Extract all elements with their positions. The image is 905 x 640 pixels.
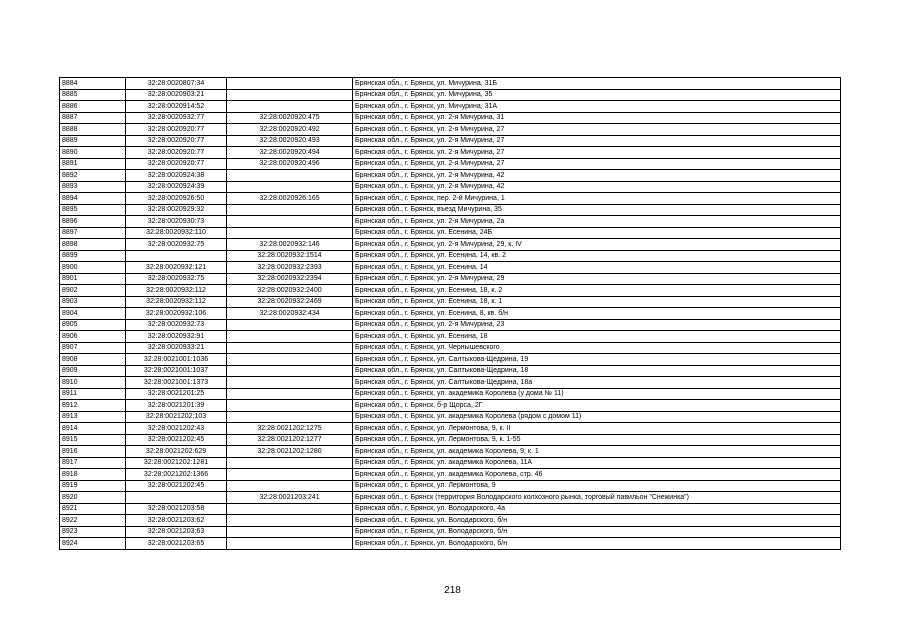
address-cell: Брянская обл., г. Брянск, ул. Володарского, б/н — [353, 515, 841, 527]
cadastral-number-cell: 32:28:0021001:1036 — [126, 354, 227, 366]
object-cadastral-number-cell: 32:28:0020920:493 — [227, 135, 353, 147]
cadastral-number-cell: 32:28:0021202:1366 — [126, 469, 227, 481]
row-number-cell: 8887 — [60, 112, 126, 124]
cadastral-number-cell: 32:28:0020903:21 — [126, 89, 227, 101]
table-row — [60, 377, 841, 389]
address-cell: Брянская обл., г. Брянск, ул. Есенина, 18, к. 2 — [353, 285, 841, 297]
row-number-cell: 8897 — [60, 227, 126, 239]
table-row — [60, 135, 841, 147]
object-cadastral-number-cell: 32:28:0020932:1514 — [227, 250, 353, 262]
row-number-cell: 8907 — [60, 342, 126, 354]
row-number-cell: 8895 — [60, 204, 126, 216]
cadastral-number-cell: 32:28:0020932:112 — [126, 285, 227, 297]
object-cadastral-number-cell: 32:28:0020932:434 — [227, 308, 353, 320]
row-number-cell: 8905 — [60, 319, 126, 331]
cadastral-number-cell: 32:28:0020932:75 — [126, 239, 227, 251]
object-cadastral-number-cell — [227, 331, 353, 343]
object-cadastral-number-cell — [227, 457, 353, 469]
cadastral-number-cell: 32:28:0021202:45 — [126, 434, 227, 446]
table-row — [60, 319, 841, 331]
table-row — [60, 411, 841, 423]
address-cell: Брянская обл., г. Брянск, ул. Есенина, 14, кв. 2 — [353, 250, 841, 262]
table-row — [60, 124, 841, 136]
row-number-cell: 8921 — [60, 503, 126, 515]
row-number-cell: 8916 — [60, 446, 126, 458]
cadastral-number-cell: 32:28:0021202:103 — [126, 411, 227, 423]
cadastral-number-cell: 32:28:0020920:77 — [126, 124, 227, 136]
object-cadastral-number-cell — [227, 538, 353, 550]
cadastral-number-cell: 32:28:0020933:21 — [126, 342, 227, 354]
object-cadastral-number-cell: 32:28:0020920:475 — [227, 112, 353, 124]
row-number-cell: 8896 — [60, 216, 126, 228]
address-cell: Брянская обл., г. Брянск, ул. 2-я Мичурина, 23 — [353, 319, 841, 331]
object-cadastral-number-cell: 32:28:0020932:2394 — [227, 273, 353, 285]
address-cell: Брянская обл., г. Брянск, ул. Есенина, 18 — [353, 331, 841, 343]
table-row — [60, 342, 841, 354]
cadastral-number-cell: 32:28:0020924:38 — [126, 170, 227, 182]
object-cadastral-number-cell: 32:28:0020920:492 — [227, 124, 353, 136]
row-number-cell: 8903 — [60, 296, 126, 308]
address-cell: Брянская обл., г. Брянск, ул. Салтыкова-Щедрина, 19 — [353, 354, 841, 366]
cadastral-number-cell: 32:28:0021202:1281 — [126, 457, 227, 469]
row-number-cell: 8892 — [60, 170, 126, 182]
row-number-cell: 8908 — [60, 354, 126, 366]
address-cell: Брянская обл., г. Брянск, ул. академика Королева, 9, к. 1 — [353, 446, 841, 458]
object-cadastral-number-cell — [227, 526, 353, 538]
row-number-cell: 8912 — [60, 400, 126, 412]
cadastral-number-cell: 32:28:0020914:52 — [126, 101, 227, 113]
row-number-cell: 8911 — [60, 388, 126, 400]
address-cell: Брянская обл., г. Брянск, ул. академика Королева, стр. 46 — [353, 469, 841, 481]
address-cell: Брянская обл., г. Брянск, ул. 2-я Мичурина, 27 — [353, 124, 841, 136]
table-row — [60, 480, 841, 492]
object-cadastral-number-cell: 32:28:0021202:1275 — [227, 423, 353, 435]
page-number: 218 — [444, 585, 461, 596]
table-row — [60, 526, 841, 538]
address-cell: Брянская обл., г. Брянск, ул. Володарского, б/н — [353, 526, 841, 538]
cadastral-number-cell: 32:28:0020932:106 — [126, 308, 227, 320]
cadastral-number-cell: 32:28:0020929:32 — [126, 204, 227, 216]
object-cadastral-number-cell: 32:28:0020932:2400 — [227, 285, 353, 297]
address-cell: Брянская обл., г. Брянск, ул. Володарского, 4а — [353, 503, 841, 515]
address-cell: Брянская обл., г. Брянск, ул. Мичурина, 31А — [353, 101, 841, 113]
row-number-cell: 8890 — [60, 147, 126, 159]
table-row — [60, 434, 841, 446]
object-cadastral-number-cell — [227, 354, 353, 366]
table-row — [60, 158, 841, 170]
row-number-cell: 8900 — [60, 262, 126, 274]
cadastral-number-cell: 32:28:0021001:1037 — [126, 365, 227, 377]
row-number-cell: 8904 — [60, 308, 126, 320]
table-row — [60, 170, 841, 182]
cadastral-number-cell: 32:28:0020926:50 — [126, 193, 227, 205]
object-cadastral-number-cell — [227, 365, 353, 377]
table-row — [60, 147, 841, 159]
row-number-cell: 8910 — [60, 377, 126, 389]
object-cadastral-number-cell — [227, 400, 353, 412]
object-cadastral-number-cell: 32:28:0020932:146 — [227, 239, 353, 251]
table-row — [60, 538, 841, 550]
address-cell: Брянская обл., г. Брянск, ул. 2-я Мичурина, 31 — [353, 112, 841, 124]
row-number-cell: 8894 — [60, 193, 126, 205]
cadastral-number-cell — [126, 492, 227, 504]
cadastral-number-cell: 32:28:0021201:25 — [126, 388, 227, 400]
cadastral-number-cell: 32:28:0020920:77 — [126, 147, 227, 159]
address-cell: Брянская обл., г. Брянск, ул. Чернышевского — [353, 342, 841, 354]
address-cell: Брянская обл., г. Брянск, ул. 2-я Мичурина, 27 — [353, 158, 841, 170]
row-number-cell: 8920 — [60, 492, 126, 504]
address-cell: Брянская обл., г. Брянск, въезд Мичурина, 35 — [353, 204, 841, 216]
address-cell: Брянская обл., г. Брянск, ул. Салтыкова-Щедрина, 18 — [353, 365, 841, 377]
table-row — [60, 365, 841, 377]
table-row — [60, 308, 841, 320]
address-cell: Брянская обл., г. Брянск, ул. 2-я Мичурина, 42 — [353, 181, 841, 193]
table-row — [60, 273, 841, 285]
object-cadastral-number-cell — [227, 216, 353, 228]
object-cadastral-number-cell — [227, 342, 353, 354]
table-row — [60, 193, 841, 205]
object-cadastral-number-cell: 32:28:0020920:494 — [227, 147, 353, 159]
object-cadastral-number-cell — [227, 503, 353, 515]
object-cadastral-number-cell — [227, 388, 353, 400]
table-row — [60, 112, 841, 124]
address-cell: Брянская обл., г. Брянск (территория Володарского колхозного рынка, торговый павильон "Снежинка") — [353, 492, 841, 504]
table-row — [60, 469, 841, 481]
address-cell: Брянская обл., г. Брянск, ул. 2-я Мичурина, 29, к. IV — [353, 239, 841, 251]
row-number-cell: 8891 — [60, 158, 126, 170]
row-number-cell: 8899 — [60, 250, 126, 262]
object-cadastral-number-cell: 32:28:0020920:496 — [227, 158, 353, 170]
address-cell: Брянская обл., г. Брянск, ул. академика Королева (рядом с домом 11) — [353, 411, 841, 423]
object-cadastral-number-cell — [227, 515, 353, 527]
object-cadastral-number-cell — [227, 181, 353, 193]
table-row — [60, 181, 841, 193]
address-cell: Брянская обл., г. Брянск, ул. 2-я Мичурина, 27 — [353, 147, 841, 159]
cadastral-number-cell: 32:28:0020932:121 — [126, 262, 227, 274]
address-cell: Брянская обл., г. Брянск, ул. Есенина, 24Б — [353, 227, 841, 239]
row-number-cell: 8888 — [60, 124, 126, 136]
address-cell: Брянская обл., г. Брянск, ул. академика Королева (у дома № 11) — [353, 388, 841, 400]
address-cell: Брянская обл., г. Брянск, ул. Володарского, б/н — [353, 538, 841, 550]
row-number-cell: 8906 — [60, 331, 126, 343]
cadastral-number-cell: 32:28:0020920:77 — [126, 158, 227, 170]
object-cadastral-number-cell — [227, 204, 353, 216]
object-cadastral-number-cell — [227, 411, 353, 423]
row-number-cell: 8915 — [60, 434, 126, 446]
object-cadastral-number-cell — [227, 319, 353, 331]
row-number-cell: 8893 — [60, 181, 126, 193]
cadastral-number-cell: 32:28:0021201:39 — [126, 400, 227, 412]
cadastral-number-cell: 32:28:0020932:77 — [126, 112, 227, 124]
row-number-cell: 8909 — [60, 365, 126, 377]
table-row — [60, 227, 841, 239]
address-cell: Брянская обл., г. Брянск, ул. 2-я Мичурина, 27 — [353, 135, 841, 147]
object-cadastral-number-cell — [227, 89, 353, 101]
table-row — [60, 296, 841, 308]
row-number-cell: 8889 — [60, 135, 126, 147]
table-row — [60, 101, 841, 113]
object-cadastral-number-cell — [227, 469, 353, 481]
object-cadastral-number-cell — [227, 377, 353, 389]
object-cadastral-number-cell — [227, 227, 353, 239]
cadastral-number-cell: 32:28:0020807:34 — [126, 78, 227, 90]
table-row — [60, 515, 841, 527]
cadastral-number-cell: 32:28:0020920:77 — [126, 135, 227, 147]
address-cell: Брянская обл., г. Брянск, ул. Мичурина, 35 — [353, 89, 841, 101]
address-cell: Брянская обл., г. Брянск, ул. Мичурина, 31Б — [353, 78, 841, 90]
cadastral-number-cell: 32:28:0021001:1373 — [126, 377, 227, 389]
object-cadastral-number-cell — [227, 170, 353, 182]
object-cadastral-number-cell: 32:28:0021203:241 — [227, 492, 353, 504]
table-row — [60, 503, 841, 515]
row-number-cell: 8914 — [60, 423, 126, 435]
table-row — [60, 262, 841, 274]
object-cadastral-number-cell: 32:28:0021202:1277 — [227, 434, 353, 446]
table-row — [60, 388, 841, 400]
address-cell: Брянская обл., г. Брянск, ул. Есенина, 8, кв. б/н — [353, 308, 841, 320]
row-number-cell: 8885 — [60, 89, 126, 101]
cadastral-number-cell: 32:28:0021203:65 — [126, 538, 227, 550]
table-row — [60, 239, 841, 251]
cadastral-number-cell: 32:28:0021202:43 — [126, 423, 227, 435]
table-row — [60, 285, 841, 297]
row-number-cell: 8913 — [60, 411, 126, 423]
row-number-cell: 8898 — [60, 239, 126, 251]
row-number-cell: 8923 — [60, 526, 126, 538]
address-cell: Брянская обл., г. Брянск, ул. Лермонтова, 9, к. 1-55 — [353, 434, 841, 446]
cadastral-number-cell — [126, 250, 227, 262]
row-number-cell: 8886 — [60, 101, 126, 113]
address-cell: Брянская обл., г. Брянск, ул. Салтыкова-Щедрина, 18а — [353, 377, 841, 389]
row-number-cell: 8902 — [60, 285, 126, 297]
table-row — [60, 89, 841, 101]
object-cadastral-number-cell: 32:28:0020932:2393 — [227, 262, 353, 274]
address-cell: Брянская обл., г. Брянск, ул. Лермонтова, 9 — [353, 480, 841, 492]
address-cell: Брянская обл., г. Брянск, ул. 2-я Мичурина, 2а — [353, 216, 841, 228]
address-cell: Брянская обл., г. Брянск, ул. Есенина, 14 — [353, 262, 841, 274]
cadastral-number-cell: 32:28:0021202:45 — [126, 480, 227, 492]
row-number-cell: 8917 — [60, 457, 126, 469]
object-cadastral-number-cell: 32:28:0020926:165 — [227, 193, 353, 205]
cadastral-number-cell: 32:28:0020932:73 — [126, 319, 227, 331]
table-row — [60, 354, 841, 366]
table-row — [60, 78, 841, 90]
registry-table-body — [60, 78, 841, 550]
object-cadastral-number-cell — [227, 101, 353, 113]
address-cell: Брянская обл., г. Брянск, ул. академика Королева, 11А — [353, 457, 841, 469]
cadastral-number-cell: 32:28:0020932:75 — [126, 273, 227, 285]
cadastral-number-cell: 32:28:0020932:91 — [126, 331, 227, 343]
row-number-cell: 8884 — [60, 78, 126, 90]
cadastral-number-cell: 32:28:0021203:63 — [126, 526, 227, 538]
cadastral-number-cell: 32:28:0020930:73 — [126, 216, 227, 228]
cadastral-number-cell: 32:28:0021203:58 — [126, 503, 227, 515]
cadastral-number-cell: 32:28:0021203:62 — [126, 515, 227, 527]
row-number-cell: 8901 — [60, 273, 126, 285]
address-cell: Брянская обл., г. Брянск, ул. 2-я Мичурина, 29 — [353, 273, 841, 285]
row-number-cell: 8918 — [60, 469, 126, 481]
table-row — [60, 216, 841, 228]
cadastral-number-cell: 32:28:0020932:112 — [126, 296, 227, 308]
row-number-cell: 8924 — [60, 538, 126, 550]
address-cell: Брянская обл., г. Брянск, ул. Лермонтова, 9, к. II — [353, 423, 841, 435]
table-row — [60, 204, 841, 216]
table-row — [60, 446, 841, 458]
address-cell: Брянская обл., г. Брянск, пер. 2-й Мичурина, 1 — [353, 193, 841, 205]
object-cadastral-number-cell: 32:28:0020932:2469 — [227, 296, 353, 308]
address-cell: Брянская обл., г. Брянск, б-р Щорса, 2Г — [353, 400, 841, 412]
cadastral-number-cell: 32:28:0020932:110 — [126, 227, 227, 239]
table-row — [60, 250, 841, 262]
cadastral-number-cell: 32:28:0020924:39 — [126, 181, 227, 193]
table-row — [60, 457, 841, 469]
address-cell: Брянская обл., г. Брянск, ул. 2-я Мичурина, 42 — [353, 170, 841, 182]
row-number-cell: 8919 — [60, 480, 126, 492]
object-cadastral-number-cell — [227, 78, 353, 90]
registry-table — [59, 77, 841, 550]
table-row — [60, 400, 841, 412]
object-cadastral-number-cell — [227, 480, 353, 492]
address-cell: Брянская обл., г. Брянск, ул. Есенина, 18, к. 1 — [353, 296, 841, 308]
row-number-cell: 8922 — [60, 515, 126, 527]
object-cadastral-number-cell: 32:28:0021202:1280 — [227, 446, 353, 458]
table-row — [60, 492, 841, 504]
table-row — [60, 423, 841, 435]
table-row — [60, 331, 841, 343]
cadastral-number-cell: 32:28:0021202:629 — [126, 446, 227, 458]
